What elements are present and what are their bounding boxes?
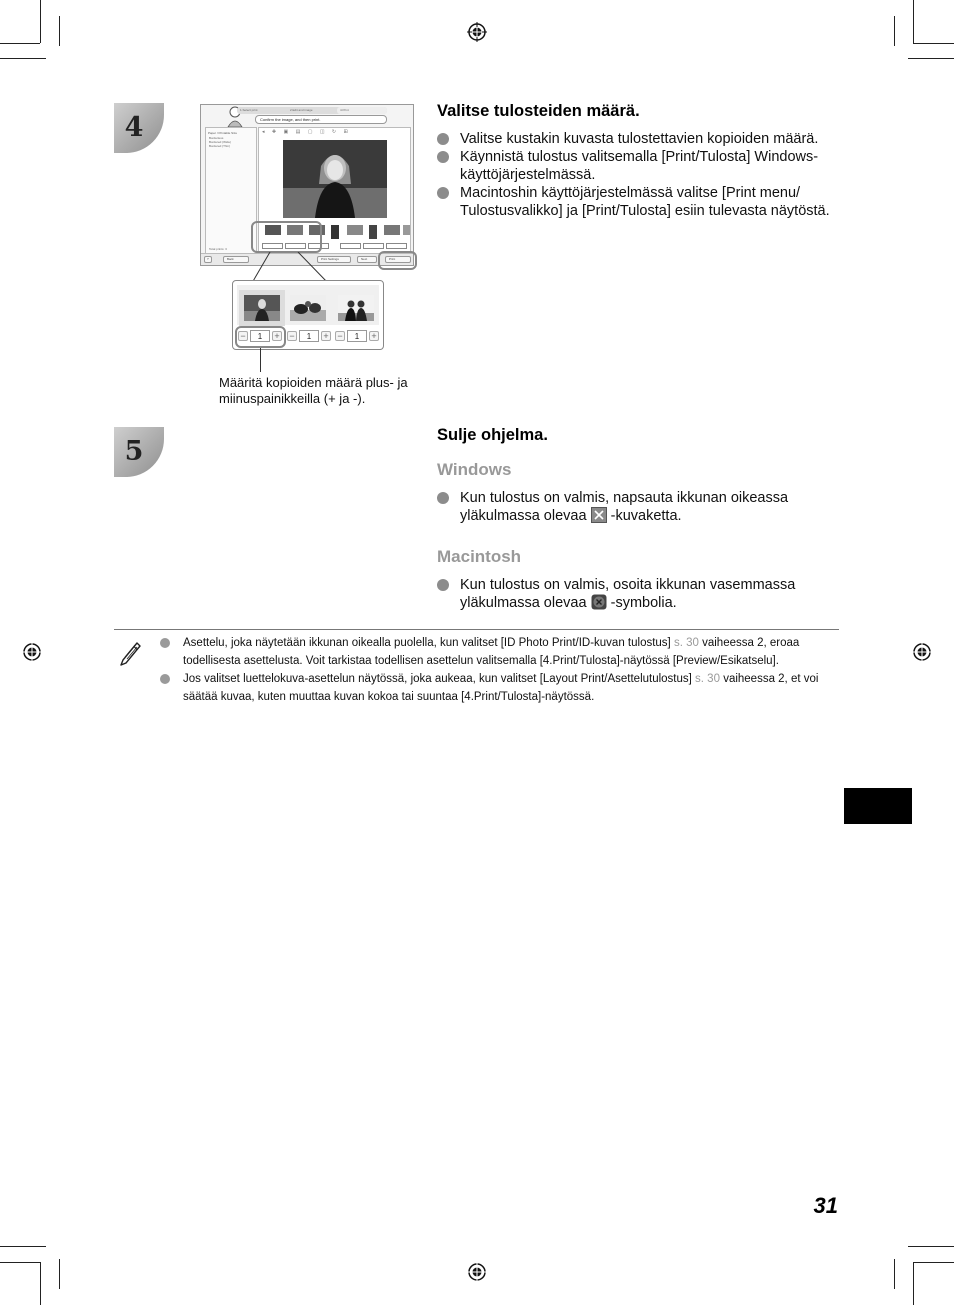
list-item xyxy=(437,576,837,612)
copies-value[interactable]: 1 xyxy=(250,330,270,342)
registration-mark-icon xyxy=(467,22,487,42)
bullet-dot xyxy=(437,151,449,163)
plus-button[interactable]: + xyxy=(369,331,379,341)
crop-mark xyxy=(0,1262,40,1263)
step-badge-shape xyxy=(114,427,164,477)
crop-mark xyxy=(59,1259,60,1289)
note-text: vaiheessa 2, et voi säätää kuvaa, kuten muuttaa kuvan kokoa tai suuntaa [4.Print/Tulosta]-näytössä. xyxy=(183,673,819,703)
guide-message: Confirm the image, and then print. xyxy=(255,115,387,124)
crop-mark xyxy=(894,16,895,46)
bullet-text: Kun tulostus on valmis, napsauta ikkunan oikeassa yläkulmassa olevaa xyxy=(460,490,789,524)
next-button[interactable]: Next xyxy=(357,256,377,263)
copies-counter xyxy=(287,330,331,343)
page-reference: s. 30 xyxy=(695,673,720,685)
thumbnail[interactable] xyxy=(384,225,400,235)
language-tab-marker xyxy=(844,788,912,824)
step4-caption: Määritä kopioiden määrä plus- ja miinuspainikkeilla (+ ja -). xyxy=(219,375,408,406)
registration-mark-icon xyxy=(912,642,932,662)
minus-button[interactable]: − xyxy=(335,331,345,341)
minus-button[interactable]: − xyxy=(238,331,248,341)
counter-highlight xyxy=(235,326,286,348)
note-text: vaiheessa 2, eroaa todellisesta asettelusta. Voit tarkistaa todellisen asettelun valitsemalla [4.Print/Tulosta]-näytössä [Preview/Esikatselu]. xyxy=(183,637,800,667)
paper-size-panel xyxy=(205,127,257,255)
note-item xyxy=(160,634,838,670)
copies-stepper[interactable] xyxy=(363,243,384,249)
bullet-dot xyxy=(437,133,449,145)
copies-stepper[interactable] xyxy=(386,243,407,249)
thumbnail[interactable] xyxy=(347,225,363,235)
crop-mark xyxy=(0,43,40,44)
bullet-dot xyxy=(437,187,449,199)
step-4-badge xyxy=(114,103,164,153)
mac-close-icon xyxy=(591,594,607,610)
bullet-dot xyxy=(437,492,449,504)
note-text: Jos valitset luettelokuva-asettelun näytössä, joka aukeaa, kun valitset [Layout Print/Asettelutulostus] xyxy=(183,673,692,685)
back-button[interactable]: Back xyxy=(223,256,249,263)
page-reference: s. 30 xyxy=(673,637,699,649)
crop-mark xyxy=(913,0,914,43)
step-number: 4 xyxy=(124,112,144,143)
caption-pointer xyxy=(260,348,261,372)
crop-mark xyxy=(59,16,60,46)
notes-list xyxy=(160,634,838,706)
help-button[interactable]: ? xyxy=(204,256,212,263)
option-bordered-thin[interactable]: Bordered (Thin) xyxy=(209,144,231,148)
note-text: Asettelu, joka näytetään ikkunan oikealla puolella, kun valitset [ID Photo Print/ID-kuvan tulostus] xyxy=(183,637,671,649)
copies-stepper[interactable] xyxy=(340,243,361,249)
thumbnail[interactable] xyxy=(331,225,339,239)
list-item xyxy=(437,184,837,220)
couple-thumb-image xyxy=(338,295,374,321)
close-icon xyxy=(591,507,607,523)
tab-edit-image[interactable]: 2.Edit and image xyxy=(290,108,313,112)
note-item xyxy=(160,670,838,706)
pencil-icon xyxy=(118,638,142,666)
tab-select-print[interactable]: 1.Select print xyxy=(240,108,258,112)
bullet-text: -symbolia. xyxy=(610,595,677,611)
copies-counter xyxy=(335,330,379,343)
step-5-badge xyxy=(114,427,164,477)
note-divider xyxy=(114,629,839,630)
step-tabs xyxy=(237,107,387,114)
crop-mark xyxy=(913,1262,914,1305)
bullet-text: Käynnistä tulostus valitsemalla [Print/Tulosta] Windows-käyttöjärjestelmässä. xyxy=(460,149,819,183)
preview-photo xyxy=(283,140,387,218)
plus-button[interactable]: + xyxy=(272,331,282,341)
bullet-dot xyxy=(437,579,449,591)
bullet-text: Kun tulostus on valmis, osoita ikkunan vasemmassa yläkulmassa olevaa xyxy=(460,577,796,611)
thumbnail-highlight xyxy=(251,221,322,253)
bullet-dot xyxy=(160,638,170,648)
crop-mark xyxy=(40,0,41,43)
crop-mark xyxy=(913,43,954,44)
crop-mark xyxy=(908,58,954,59)
step-number: 5 xyxy=(124,436,144,467)
page-number: 31 xyxy=(813,1193,838,1218)
macintosh-bullet-list xyxy=(437,576,837,612)
option-bordered-wide[interactable]: Bordered (Wide) xyxy=(209,140,232,144)
list-item xyxy=(437,130,837,148)
macintosh-subheading: Macintosh xyxy=(437,547,522,566)
plus-button[interactable]: + xyxy=(321,331,331,341)
minus-button[interactable]: − xyxy=(287,331,297,341)
print-settings-button[interactable]: Print Settings xyxy=(317,256,351,263)
registration-mark-icon xyxy=(22,642,42,662)
tab-print[interactable]: 4.Print xyxy=(337,107,387,114)
bullet-dot xyxy=(160,674,170,684)
crop-mark xyxy=(913,1262,954,1263)
girl-photo-image xyxy=(283,140,387,218)
crop-mark xyxy=(908,1246,954,1247)
step5-heading: Sulje ohjelma. xyxy=(437,426,548,444)
crop-mark xyxy=(894,1259,895,1289)
thumbnail[interactable] xyxy=(403,225,410,235)
copies-value[interactable]: 1 xyxy=(299,330,319,342)
bullet-text: -kuvaketta. xyxy=(610,508,682,524)
dogs-thumb-image xyxy=(290,295,326,321)
zoom-thumbnail-couple[interactable] xyxy=(338,295,374,321)
list-item xyxy=(437,148,837,184)
list-item xyxy=(437,489,837,525)
bullet-text: Macintoshin käyttöjärjestelmässä valitse [Print menu/ Tulostusvalikko] ja [Print/Tulosta] esiin tulevasta näytöstä. xyxy=(460,185,830,219)
windows-bullet-list xyxy=(437,489,837,525)
step4-bullet-list xyxy=(437,130,837,220)
print-button-highlight xyxy=(378,251,417,270)
step4-heading: Valitse tulosteiden määrä. xyxy=(437,102,640,120)
copies-value[interactable]: 1 xyxy=(347,330,367,342)
thumbnail[interactable] xyxy=(369,225,377,239)
zoom-thumbnail-dogs[interactable] xyxy=(290,295,326,321)
crop-mark xyxy=(0,1246,46,1247)
option-borderless[interactable]: Borderless xyxy=(209,136,224,140)
panel-title: Paper / Printable Size xyxy=(208,131,238,135)
windows-subheading: Windows xyxy=(437,460,512,479)
bullet-text: Valitse kustakin kuvasta tulostettavien kopioiden määrä. xyxy=(460,131,819,147)
step-badge-shape xyxy=(114,103,164,153)
total-prints: Total prints: 3 xyxy=(209,247,227,251)
girl-thumb-image xyxy=(244,295,280,321)
crop-mark xyxy=(40,1262,41,1305)
crop-mark xyxy=(0,58,46,59)
registration-mark-icon xyxy=(467,1262,487,1282)
print-button[interactable]: Print xyxy=(385,256,411,263)
preview-toolbar[interactable]: ◂ ✚ ▣ ▤ ▢ ◫ ↻ ⊞ xyxy=(262,129,351,135)
zoom-thumbnail-girl[interactable] xyxy=(244,295,280,321)
